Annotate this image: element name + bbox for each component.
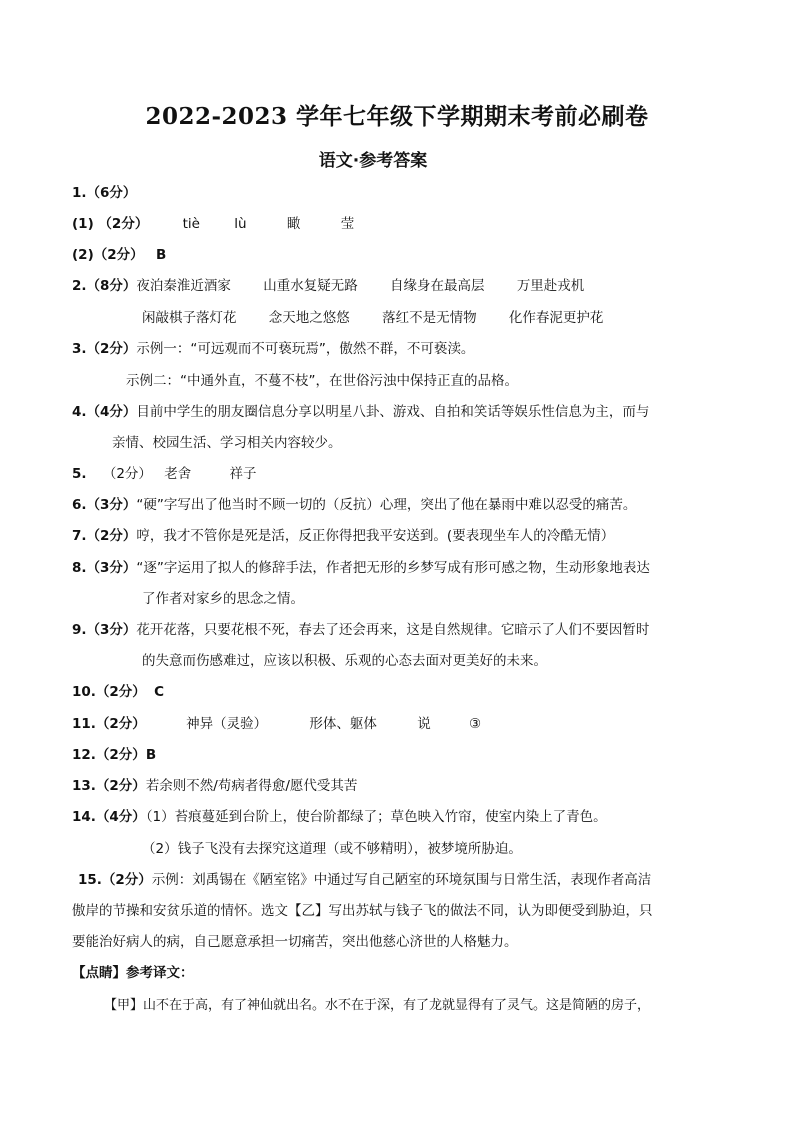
q1-answer-1: tiè [182,216,200,232]
q2-verse-1: 夜泊秦淮近酒家 [136,278,231,294]
q13-text: 若余则不然/苟病者得愈/愿代受其苦 [145,778,358,794]
page-title: 2022-2023 学年七年级下学期期末考前必刷卷 [145,103,649,130]
q7-head: 7.（2分） [72,528,137,544]
q2-verse-8: 化作春泥更护花 [508,310,604,326]
q8-text-1: “逐”字运用了拟人的修辞手法，作者把无形的乡梦写成有形可感之物，生动形象地表达 [136,560,650,576]
q5-line [72,465,257,483]
q15-text-2: 傲岸的节操和安贫乐道的情怀。选文【乙】写出苏轼与钱子飞的做法不同，认为即便受到胁迫，只 [72,903,653,919]
q9-line1 [72,621,649,639]
q3-example-2: 示例二：“中通外直，不蔓不枝”，在世俗污浊中保持正直的品格。 [126,373,518,389]
q15-line1 [78,871,651,889]
q10-head: 10.（2分） [72,684,146,700]
q2-verse-5: 闲敲棋子落灯花 [142,310,237,326]
q4-line1 [72,403,649,421]
q11-answer-4: ③ [469,716,482,732]
q11-head: 11.（2分） [72,716,146,732]
q1-part2-answer: B [155,247,167,263]
q9-text-2: 的失意而伤感难过，应该以积极、乐观的心态去面对更美好的未来。 [142,653,547,669]
q7-line [72,527,614,545]
q12-answer: B [145,747,157,763]
q4-head: 4.（4分） [72,404,137,420]
q2-row2 [142,309,603,327]
q12-head: 12.（2分） [72,747,146,763]
q7-text: 哼，我才不管你是死是活，反正你得把我平安送到。(要表现坐车人的冷酷无情） [136,528,615,544]
q15-head: 15.（2分） [78,872,152,888]
q11-line [72,715,481,733]
q5-answer-1: 老舍 [164,466,192,482]
q2-verse-7: 落红不是无情物 [382,310,477,326]
q6-text: “硬”字写出了他当时不顾一切的（反抗）心理，突出了他在暴雨中难以忍受的痛苦。 [136,497,637,513]
q14-head: 14.（4分） [72,809,146,825]
q13-head: 13.（2分） [72,778,146,794]
q6-line [72,496,636,514]
q14-text-1: （1）苔痕蔓延到台阶上，使台阶都绿了；草色映入竹帘，使室内染上了青色。 [145,809,607,825]
q12-line [72,746,156,764]
q8-head: 8.（3分） [72,560,137,576]
q11-answer-1: 神异（灵验） [186,716,268,732]
q5-answer-2: 祥子 [229,466,257,482]
q2-verse-3: 自缘身在最高层 [390,278,485,294]
q9-text-1: 花开花落，只要花根不死，春去了还会再来，这是自然规律。它暗示了人们不要因暂时 [136,622,650,638]
page-subtitle: 语文·参考答案 [318,151,428,171]
q3-line1 [72,340,474,358]
q8-line1 [72,559,650,577]
q1-answer-3: 瞰 [286,216,301,232]
q4-text-1: 目前中学生的朋友圈信息分享以明星八卦、游戏、自拍和笑话等娱乐性信息为主，而与 [136,404,650,420]
q1-part2 [72,246,166,264]
q4-text-2: 亲情、校园生活、学习相关内容较少。 [112,435,342,451]
q14-line1 [72,808,607,826]
q15-text-1: 示例：刘禹锡在《陋室铭》中通过写自己陋室的环境氛围与日常生活，表现作者高洁 [151,872,652,888]
q3-example-1: 示例一：“可远观而不可亵玩焉”，傲然不群，不可亵渎。 [136,341,475,357]
tip-translation-line1: 【甲】山不在于高，有了神仙就出名。水不在于深，有了龙就显得有了灵气。这是简陋的房子， [104,998,651,1013]
q5-score: （2分） [102,466,152,482]
q10-line [72,683,164,701]
q9-head: 9.（3分） [72,622,137,638]
q1-part1-label: (1) （2分） [72,216,149,232]
q1-part2-label: (2)（2分） [72,247,144,263]
q13-line [72,777,357,795]
q2-row1 [72,277,584,295]
q6-head: 6.（3分） [72,497,137,513]
q2-verse-6: 念天地之悠悠 [268,310,350,326]
q11-answer-2: 形体、躯体 [309,716,377,732]
q2-head: 2.（8分） [72,278,137,294]
q8-text-2: 了作者对家乡的思念之情。 [142,591,304,607]
q1-answer-2: lù [234,216,247,232]
q1-part1 [72,215,354,233]
q1-answer-4: 莹 [340,216,355,232]
tip-head: 【点睛】参考译文： [72,965,194,981]
q10-answer: C [154,684,165,700]
q5-head: 5. [72,466,87,482]
q11-answer-3: 说 [417,716,431,732]
q1-head: 1.（6分） [72,185,137,201]
q14-text-2: （2）钱子飞没有去探究这道理（或不够精明），被梦境所胁迫。 [142,841,522,857]
q15-text-3: 要能治好病人的病，自己愿意承担一切痛苦，突出他慈心济世的人格魅力。 [72,934,518,950]
q2-verse-2: 山重水复疑无路 [263,278,358,294]
q3-head: 3.（2分） [72,341,137,357]
q2-verse-4: 万里赴戎机 [516,278,585,294]
